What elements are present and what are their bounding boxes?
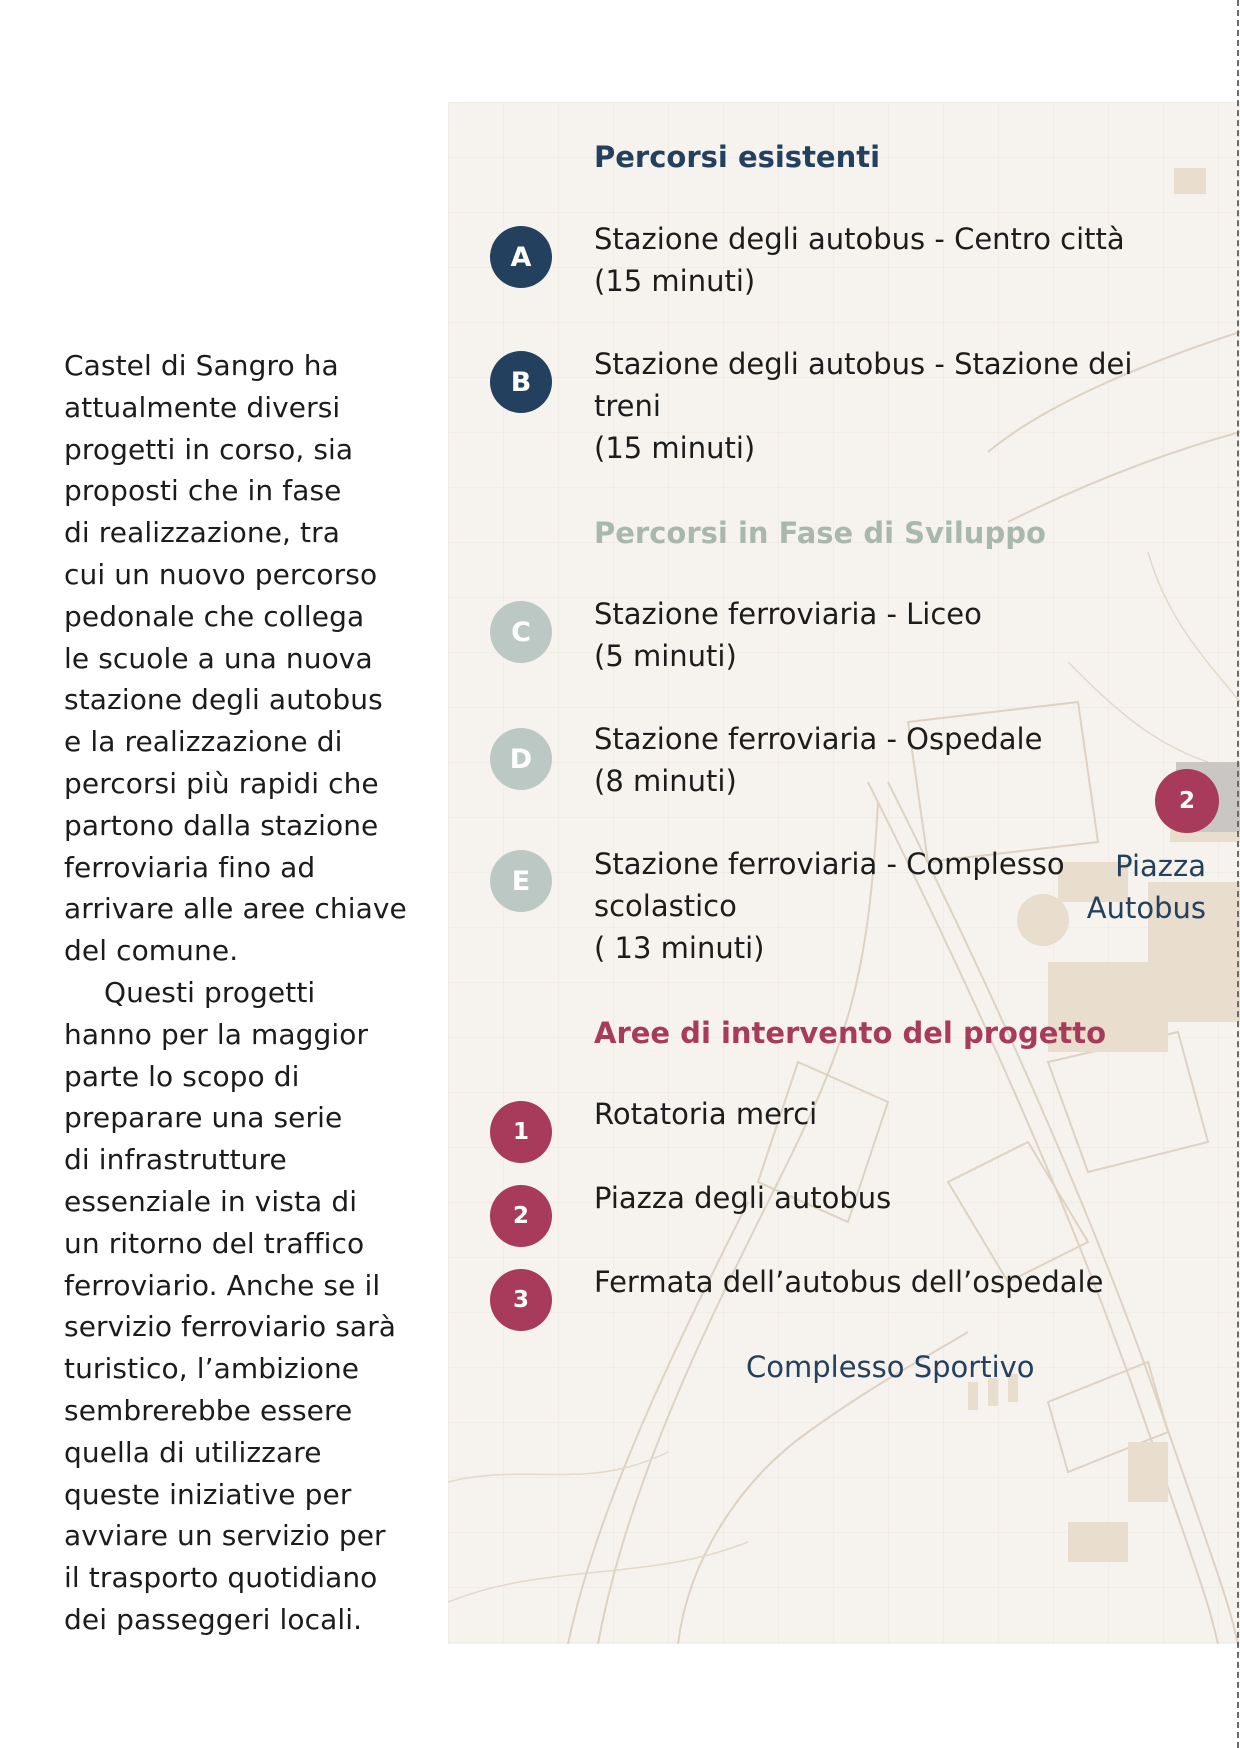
paragraph-1: Castel di Sangro ha attualmente diversi progetti in corso, sia proposti che in fase di realizzazione, tra cui un nuovo percorso pedonale che collega le scuole a una nuova stazione degli autobus e la realizzazione di percorsi più rapidi che partono dalla stazione ferroviaria fino ad arrivare alle aree chiave del comune. [64,349,407,968]
route-b-badge: B [490,351,552,413]
route-d-label: Stazione ferroviaria - Ospedale (8 minuti) [594,722,1043,798]
route-a-badge: A [490,226,552,288]
route-c-label: Stazione ferroviaria - Liceo (5 minuti) [594,597,982,673]
area-3-badge: 3 [490,1269,552,1331]
route-e-label: Stazione ferroviaria - Complesso scolastico ( 13 minuti) [594,847,1065,965]
body-text [64,345,424,1641]
page-edge-dashed-line [1237,0,1239,1748]
route-b-label: Stazione degli autobus - Stazione dei treni (15 minuti) [594,347,1133,465]
legend-heading-areas: Aree di intervento del progetto [594,1016,1107,1050]
route-c-badge: C [490,601,552,663]
area-3-label: Fermata dell’autobus dell’ospedale [594,1265,1104,1299]
route-e-badge: E [490,850,552,912]
legend-heading-existing: Percorsi esistenti [594,140,881,174]
map-marker-2: 2 [1155,769,1219,833]
area-2-badge: 2 [490,1185,552,1247]
area-1-label: Rotatoria merci [594,1097,818,1131]
legend-heading-development: Percorsi in Fase di Sviluppo [594,516,1046,550]
complesso-sportivo-label: Complesso Sportivo [746,1350,1035,1384]
area-1-badge: 1 [490,1101,552,1163]
area-2-label: Piazza degli autobus [594,1181,892,1215]
piazza-autobus-label: Piazza Autobus [1086,849,1206,925]
route-a-label: Stazione degli autobus - Centro città (15 minuti) [594,222,1125,298]
route-d-badge: D [490,728,552,790]
paragraph-2: Questi progetti hanno per la maggior parte lo scopo di preparare una serie di infrastrutture essenziale in vista di un ritorno del traffico ferroviario. Anche se il servizio ferroviario sarà turistico, l’ambizione sembrerebbe essere quella di utilizzare queste iniziative per avviare un servizio per il trasporto quotidiano dei passeggeri locali. [64,975,397,1636]
